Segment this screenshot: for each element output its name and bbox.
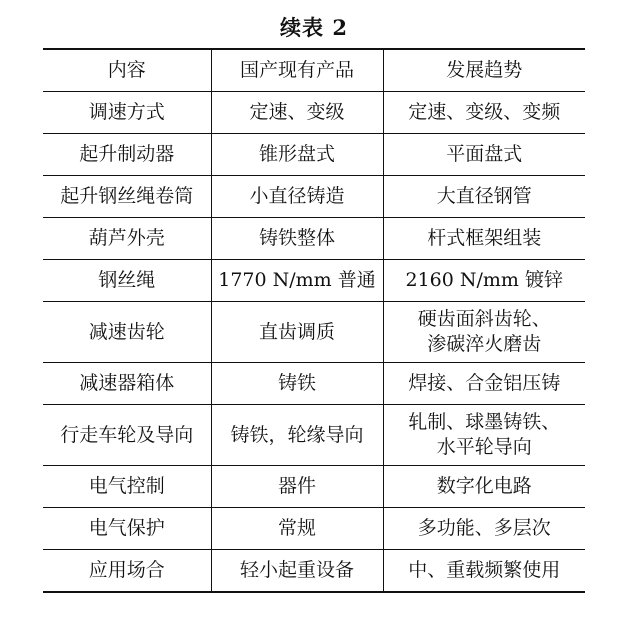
row-item: 钢丝绳 xyxy=(43,260,211,302)
row-domestic: 铸铁 xyxy=(211,363,383,405)
row-trend: 硬齿面斜齿轮、 渗碳淬火磨齿 xyxy=(383,302,585,363)
row-domestic: 铸铁，轮缘导向 xyxy=(211,405,383,466)
table-row xyxy=(43,550,585,593)
table-row xyxy=(43,260,585,302)
table-caption: 续表 2 xyxy=(280,15,348,40)
row-domestic: 直齿调质 xyxy=(211,302,383,363)
row-domestic: 常规 xyxy=(211,508,383,550)
row-trend: 大直径钢管 xyxy=(383,176,585,218)
table-row xyxy=(43,92,585,134)
comparison-table xyxy=(43,48,585,593)
row-trend: 多功能、多层次 xyxy=(383,508,585,550)
row-item: 应用场合 xyxy=(43,550,211,593)
row-trend: 数字化电路 xyxy=(383,466,585,508)
row-trend: 杆式框架组装 xyxy=(383,218,585,260)
row-trend: 定速、变级、变频 xyxy=(383,92,585,134)
row-trend: 平面盘式 xyxy=(383,134,585,176)
row-domestic: 1770 N/mm 普通 xyxy=(211,260,383,302)
table-row xyxy=(43,466,585,508)
row-trend: 中、重载频繁使用 xyxy=(383,550,585,593)
table-row xyxy=(43,176,585,218)
row-item: 调速方式 xyxy=(43,92,211,134)
row-domestic: 定速、变级 xyxy=(211,92,383,134)
table-row xyxy=(43,405,585,466)
row-item: 起升制动器 xyxy=(43,134,211,176)
row-item: 减速器箱体 xyxy=(43,363,211,405)
table-row xyxy=(43,218,585,260)
row-item: 行走车轮及导向 xyxy=(43,405,211,466)
row-domestic: 锥形盘式 xyxy=(211,134,383,176)
row-item: 减速齿轮 xyxy=(43,302,211,363)
row-item: 葫芦外壳 xyxy=(43,218,211,260)
row-domestic: 铸铁整体 xyxy=(211,218,383,260)
header-domestic-products: 国产现有产品 xyxy=(211,49,383,92)
header-content: 内容 xyxy=(43,49,211,92)
row-domestic: 轻小起重设备 xyxy=(211,550,383,593)
table-row xyxy=(43,302,585,363)
row-item: 起升钢丝绳卷筒 xyxy=(43,176,211,218)
row-trend: 焊接、合金铝压铸 xyxy=(383,363,585,405)
row-trend: 2160 N/mm 镀锌 xyxy=(383,260,585,302)
row-item: 电气保护 xyxy=(43,508,211,550)
table-header-row xyxy=(43,49,585,92)
row-domestic: 器件 xyxy=(211,466,383,508)
table-row xyxy=(43,134,585,176)
row-domestic: 小直径铸造 xyxy=(211,176,383,218)
header-development-trend: 发展趋势 xyxy=(383,49,585,92)
row-trend: 轧制、球墨铸铁、 水平轮导向 xyxy=(383,405,585,466)
table-row xyxy=(43,508,585,550)
table-row xyxy=(43,363,585,405)
row-item: 电气控制 xyxy=(43,466,211,508)
